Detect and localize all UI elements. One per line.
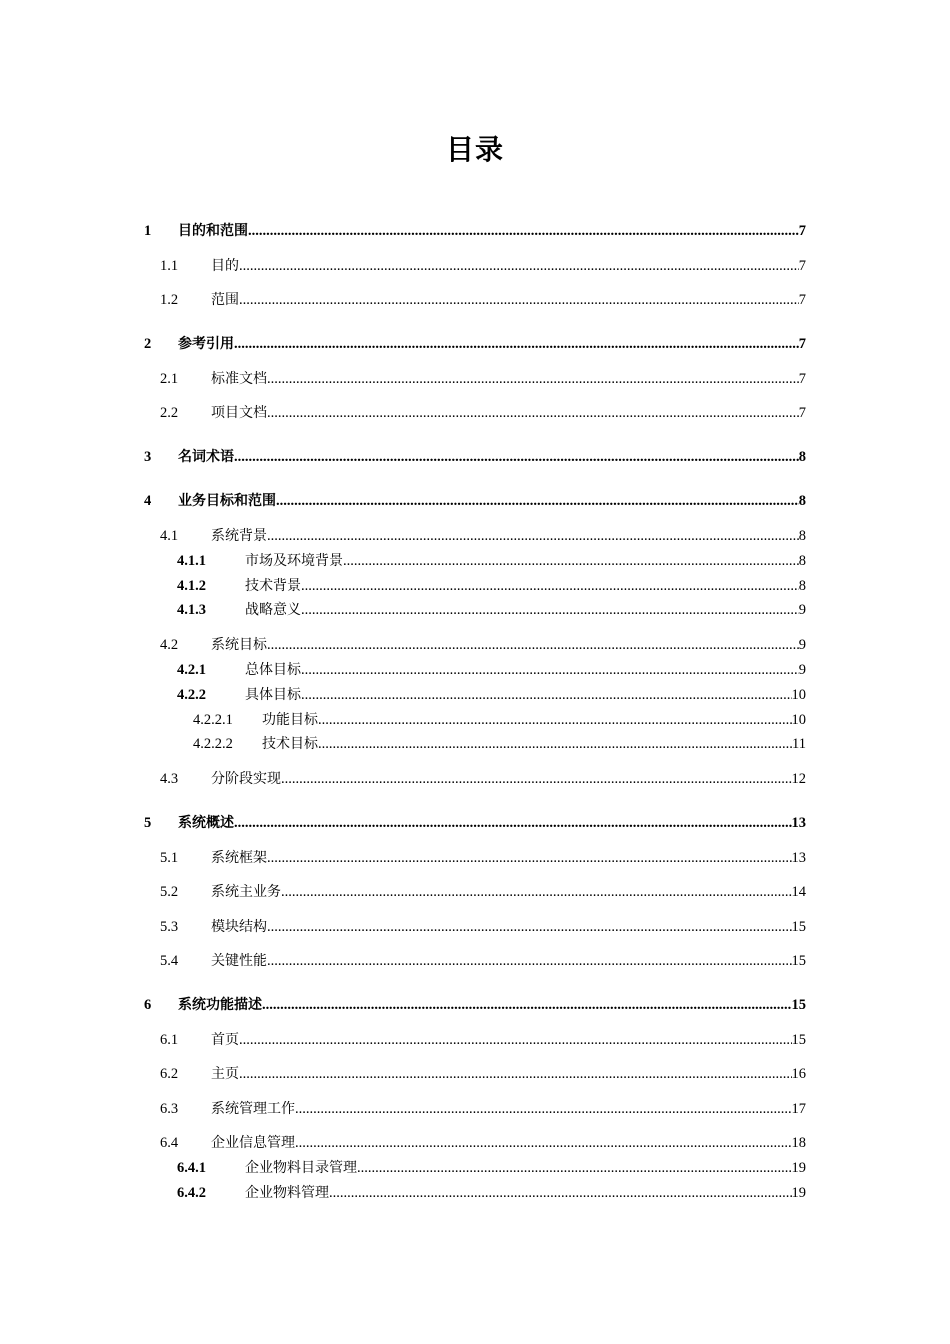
toc-entry-page: 9: [798, 602, 806, 618]
toc-entry-page: 17: [791, 1101, 806, 1117]
toc-entry-label: 系统目标: [211, 637, 267, 653]
toc-entry-label: 系统背景: [211, 528, 267, 544]
toc-entry-4-2-2[interactable]: [177, 685, 806, 705]
toc-entry-number: 6.2: [160, 1066, 179, 1082]
toc-entry-5-4[interactable]: [160, 951, 806, 971]
dot-leader: [267, 403, 799, 423]
toc-entry-page: 15: [791, 1032, 806, 1048]
toc-entry-number: 4.2.2.1: [193, 712, 233, 728]
dot-leader: [267, 369, 799, 389]
dot-leader: [234, 334, 799, 354]
toc-entry-page: 9: [798, 637, 806, 653]
toc-entry-1-2[interactable]: [160, 290, 806, 310]
toc-entry-page: 7: [798, 405, 806, 421]
toc-entry-number: 5.4: [160, 953, 179, 969]
toc-entry-4-1-2[interactable]: [177, 576, 806, 596]
dot-leader: [239, 1030, 792, 1050]
toc-entry-label: 范围: [211, 292, 239, 308]
toc-entry-label: 系统概述: [178, 815, 234, 831]
toc-entry-label: 名词术语: [178, 449, 234, 465]
toc-entry-label: 首页: [211, 1032, 239, 1048]
toc-entry-page: 11: [792, 736, 806, 752]
toc-entry-number: 6.1: [160, 1032, 179, 1048]
dot-leader: [267, 526, 799, 546]
toc-entry-number: 5: [144, 815, 152, 831]
toc-entry-page: 12: [791, 771, 806, 787]
toc-entry-page: 8: [798, 493, 806, 509]
toc-entry-4-3[interactable]: [160, 769, 806, 789]
toc-entry-label: 具体目标: [245, 687, 301, 703]
toc-entry-label: 系统主业务: [211, 884, 281, 900]
toc-entry-4-1-3[interactable]: [177, 600, 806, 620]
toc-entry-label: 系统功能描述: [178, 997, 262, 1013]
toc-entry-page: 7: [798, 292, 806, 308]
dot-leader: [267, 951, 792, 971]
toc-entry-label: 企业物料目录管理: [245, 1160, 357, 1176]
dot-leader: [295, 1099, 792, 1119]
toc-entry-number: 1.1: [160, 258, 179, 274]
toc-entry-4-2-2-2[interactable]: [193, 734, 806, 754]
toc-entry-1[interactable]: [144, 221, 806, 241]
toc-entry-page: 13: [791, 850, 806, 866]
toc-entry-label: 目的: [211, 258, 239, 274]
toc-entry-number: 2.2: [160, 405, 179, 421]
toc-entry-6-4-1[interactable]: [177, 1158, 806, 1178]
toc-entry-page: 19: [791, 1160, 806, 1176]
toc-entry-page: 15: [791, 997, 806, 1013]
toc-entry-page: 14: [791, 884, 806, 900]
toc-entry-1-1[interactable]: [160, 256, 806, 276]
toc-entry-3[interactable]: [144, 447, 806, 467]
dot-leader: [281, 769, 792, 789]
toc-entry-label: 目的和范围: [178, 223, 248, 239]
toc-entry-page: 7: [798, 336, 806, 352]
dot-leader: [343, 551, 799, 571]
toc-entry-number: 3: [144, 449, 152, 465]
toc-entry-page: 18: [791, 1135, 806, 1151]
toc-entry-4-1-1[interactable]: [177, 551, 806, 571]
toc-entry-6-4-2[interactable]: [177, 1183, 806, 1203]
dot-leader: [318, 734, 792, 754]
toc-entry-page: 8: [798, 449, 806, 465]
dot-leader: [276, 491, 799, 511]
toc-entry-label: 系统管理工作: [211, 1101, 295, 1117]
toc-entry-page: 7: [798, 258, 806, 274]
toc-entry-number: 6.4.2: [177, 1185, 206, 1201]
toc-entry-number: 4.2.2: [177, 687, 206, 703]
toc-entry-label: 分阶段实现: [211, 771, 281, 787]
toc-entry-page: 7: [798, 371, 806, 387]
toc-entry-number: 2: [144, 336, 152, 352]
toc-entry-6-2[interactable]: [160, 1064, 806, 1084]
toc-entry-number: 5.2: [160, 884, 179, 900]
dot-leader: [329, 1183, 792, 1203]
toc-entry-label: 市场及环境背景: [245, 553, 343, 569]
toc-entry-number: 4.2.1: [177, 662, 206, 678]
toc-entry-4-1[interactable]: [160, 526, 806, 546]
dot-leader: [239, 1064, 792, 1084]
toc-entry-number: 4.1: [160, 528, 179, 544]
toc-entry-label: 企业物料管理: [245, 1185, 329, 1201]
toc-entry-4-2[interactable]: [160, 635, 806, 655]
toc-entry-number: 4.1.3: [177, 602, 206, 618]
toc-entry-number: 5.1: [160, 850, 179, 866]
toc-entry-number: 5.3: [160, 919, 179, 935]
toc-entry-label: 功能目标: [262, 712, 318, 728]
toc-entry-page: 10: [791, 712, 806, 728]
toc-entry-page: 9: [798, 662, 806, 678]
dot-leader: [267, 635, 799, 655]
toc-entry-label: 系统框架: [211, 850, 267, 866]
dot-leader: [234, 447, 799, 467]
toc-entry-page: 15: [791, 953, 806, 969]
toc-entry-number: 4.2.2.2: [193, 736, 233, 752]
toc-entry-number: 1: [144, 223, 152, 239]
toc-entry-page: 10: [791, 687, 806, 703]
toc-entry-number: 4.3: [160, 771, 179, 787]
toc-entry-label: 总体目标: [245, 662, 301, 678]
toc-entry-label: 技术背景: [245, 578, 301, 594]
page-title: 目录: [445, 133, 504, 166]
toc-entry-number: 6: [144, 997, 152, 1013]
toc-entry-number: 6.4.1: [177, 1160, 206, 1176]
dot-leader: [239, 256, 799, 276]
toc-entry-page: 19: [791, 1185, 806, 1201]
dot-leader: [281, 882, 792, 902]
dot-leader: [318, 710, 792, 730]
toc-entry-page: 13: [791, 815, 806, 831]
toc-entry-number: 1.2: [160, 292, 179, 308]
toc-entry-4-2-2-1[interactable]: [193, 710, 806, 730]
toc-entry-number: 2.1: [160, 371, 179, 387]
toc-entry-label: 参考引用: [178, 336, 234, 352]
toc-entry-5-2[interactable]: [160, 882, 806, 902]
toc-entry-page: 15: [791, 919, 806, 935]
toc-entry-number: 4.1.1: [177, 553, 206, 569]
toc-entry-2-2[interactable]: [160, 403, 806, 423]
dot-leader: [248, 221, 799, 241]
toc-entry-number: 4.1.2: [177, 578, 206, 594]
toc-entry-label: 项目文档: [211, 405, 267, 421]
toc-entry-4-2-1[interactable]: [177, 660, 806, 680]
toc-entry-2-1[interactable]: [160, 369, 806, 389]
toc-entry-label: 模块结构: [211, 919, 267, 935]
toc-entry-number: 4.2: [160, 637, 179, 653]
toc-entry-5-1[interactable]: [160, 848, 806, 868]
toc-entry-number: 6.4: [160, 1135, 179, 1151]
dot-leader: [301, 685, 792, 705]
toc-entry-page: 8: [798, 528, 806, 544]
dot-leader: [301, 576, 799, 596]
toc-entry-6-4[interactable]: [160, 1133, 806, 1153]
toc-entry-number: 6.3: [160, 1101, 179, 1117]
dot-leader: [301, 660, 799, 680]
toc-entry-label: 战略意义: [245, 602, 301, 618]
toc-entry-6[interactable]: [144, 995, 806, 1015]
toc-entry-label: 企业信息管理: [211, 1135, 295, 1151]
toc-entry-2[interactable]: [144, 334, 806, 354]
toc-entry-6-1[interactable]: [160, 1030, 806, 1050]
dot-leader: [234, 813, 792, 833]
toc-entry-label: 标准文档: [211, 371, 267, 387]
toc-entry-5-3[interactable]: [160, 917, 806, 937]
dot-leader: [301, 600, 799, 620]
toc-entry-4[interactable]: [144, 491, 806, 511]
toc-entry-number: 4: [144, 493, 152, 509]
toc-entry-page: 8: [798, 553, 806, 569]
toc-entry-label: 关键性能: [211, 953, 267, 969]
toc-entry-5[interactable]: [144, 813, 806, 833]
dot-leader: [357, 1158, 792, 1178]
toc-entry-6-3[interactable]: [160, 1099, 806, 1119]
toc-entry-page: 7: [798, 223, 806, 239]
toc-entry-page: 16: [791, 1066, 806, 1082]
dot-leader: [262, 995, 792, 1015]
dot-leader: [267, 848, 792, 868]
toc-entry-label: 业务目标和范围: [178, 493, 276, 509]
toc-entry-label: 技术目标: [262, 736, 318, 752]
toc-entry-page: 8: [798, 578, 806, 594]
toc-entry-label: 主页: [211, 1066, 239, 1082]
dot-leader: [295, 1133, 792, 1153]
dot-leader: [267, 917, 792, 937]
dot-leader: [239, 290, 799, 310]
